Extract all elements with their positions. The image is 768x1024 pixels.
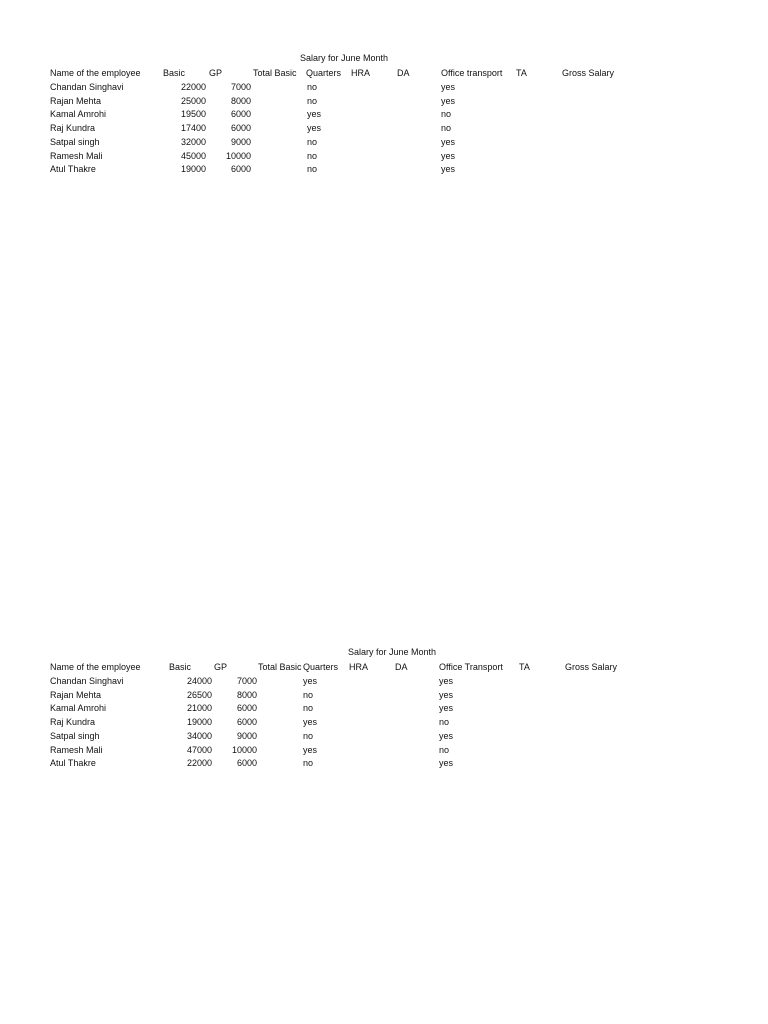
cell-quarters: yes: [303, 744, 318, 755]
cell-gp: 9000: [236, 730, 257, 741]
cell-quarters: no: [303, 758, 314, 769]
cell-employee-name: Satpal singh: [50, 136, 100, 147]
header-name: Name of the employee: [50, 662, 141, 672]
cell-basic: 19000: [180, 164, 206, 175]
cell-basic: 34000: [186, 730, 212, 741]
cell-basic: 22000: [186, 758, 212, 769]
cell-employee-name: Raj Kundra: [50, 717, 96, 728]
table-row: [0, 95, 768, 108]
header-basic: Basic: [163, 68, 186, 78]
cell-gp: 6000: [230, 164, 251, 175]
cell-gp: 8000: [230, 95, 251, 106]
cell-office-transport: yes: [441, 82, 456, 92]
cell-employee-name: Satpal singh: [50, 730, 100, 741]
cell-basic: 45000: [180, 150, 206, 161]
cell-gp: 9000: [230, 136, 251, 147]
cell-quarters: no: [307, 82, 318, 92]
header-basic: Basic: [169, 662, 192, 672]
cell-office-transport: yes: [439, 689, 454, 700]
table-row: [0, 150, 768, 163]
cell-quarters: no: [303, 689, 314, 700]
table-row: [0, 136, 768, 149]
header-row: [0, 661, 768, 674]
cell-employee-name: Chandan Singhavi: [50, 676, 124, 686]
cell-office-transport: no: [441, 109, 452, 120]
cell-office-transport: yes: [441, 95, 456, 106]
cell-quarters: no: [303, 730, 314, 741]
cell-quarters: yes: [303, 717, 318, 728]
table-row: [0, 122, 768, 135]
header-gp: GP: [214, 662, 228, 672]
header-total-basic: Total Basic: [258, 662, 302, 672]
header-ta: TA: [516, 68, 527, 78]
cell-employee-name: Ramesh Mali: [50, 150, 103, 161]
table-row: [0, 163, 768, 176]
header-gross-salary: Gross Salary: [565, 662, 618, 672]
cell-basic: 21000: [186, 703, 212, 714]
cell-employee-name: Raj Kundra: [50, 123, 96, 134]
cell-office-transport: no: [439, 744, 450, 755]
cell-gp: 8000: [236, 689, 257, 700]
cell-quarters: no: [307, 150, 318, 161]
header-total-basic: Total Basic: [253, 68, 297, 78]
cell-office-transport: yes: [441, 164, 456, 175]
header-office-transport: Office transport: [441, 68, 503, 78]
cell-employee-name: Ramesh Mali: [50, 744, 103, 755]
table-row: [0, 730, 768, 743]
cell-basic: 19000: [186, 717, 212, 728]
cell-quarters: no: [303, 703, 314, 714]
cell-employee-name: Rajan Mehta: [50, 95, 102, 106]
cell-office-transport: yes: [439, 730, 454, 741]
cell-office-transport: no: [439, 717, 450, 728]
header-quarters: Quarters: [303, 662, 339, 672]
header-da: DA: [395, 662, 408, 672]
cell-basic: 24000: [186, 676, 212, 686]
header-quarters: Quarters: [306, 68, 342, 78]
cell-employee-name: Kamal Amrohi: [50, 109, 107, 120]
cell-employee-name: Chandan Singhavi: [50, 82, 124, 92]
header-hra: HRA: [351, 68, 371, 78]
table-row: [0, 108, 768, 121]
cell-gp: 10000: [231, 744, 257, 755]
header-gross-salary: Gross Salary: [562, 68, 615, 78]
table-row: [0, 689, 768, 702]
cell-basic: 26500: [186, 689, 212, 700]
cell-gp: 6000: [230, 123, 251, 134]
cell-gp: 10000: [225, 150, 251, 161]
header-name: Name of the employee: [50, 68, 141, 78]
header-office-transport: Office Transport: [439, 662, 503, 672]
cell-office-transport: yes: [439, 758, 454, 769]
cell-office-transport: yes: [439, 703, 454, 714]
cell-quarters: no: [307, 136, 318, 147]
cell-employee-name: Atul Thakre: [50, 164, 96, 175]
table-row: [0, 744, 768, 757]
header-gp: GP: [209, 68, 223, 78]
cell-office-transport: no: [441, 123, 452, 134]
cell-employee-name: Rajan Mehta: [50, 689, 102, 700]
cell-office-transport: yes: [441, 150, 456, 161]
cell-basic: 32000: [180, 136, 206, 147]
header-ta: TA: [519, 662, 530, 672]
cell-gp: 6000: [230, 109, 251, 120]
cell-quarters: yes: [307, 123, 322, 134]
header-da: DA: [397, 68, 410, 78]
cell-quarters: yes: [303, 676, 318, 686]
cell-gp: 7000: [230, 82, 251, 92]
cell-employee-name: Kamal Amrohi: [50, 703, 107, 714]
cell-basic: 17400: [180, 123, 206, 134]
cell-basic: 25000: [180, 95, 206, 106]
cell-gp: 6000: [236, 758, 257, 769]
cell-basic: 22000: [180, 82, 206, 92]
cell-gp: 6000: [236, 703, 257, 714]
cell-quarters: yes: [307, 109, 322, 120]
cell-basic: 47000: [186, 744, 212, 755]
cell-gp: 7000: [236, 676, 257, 686]
cell-office-transport: yes: [441, 136, 456, 147]
cell-gp: 6000: [236, 717, 257, 728]
table-row: [0, 716, 768, 729]
cell-quarters: no: [307, 164, 318, 175]
table-row: [0, 675, 768, 688]
table-row: [0, 81, 768, 94]
cell-office-transport: yes: [439, 676, 454, 686]
header-row: [0, 67, 768, 80]
table-row: [0, 702, 768, 715]
header-hra: HRA: [349, 662, 369, 672]
table-title: Salary for June Month: [348, 647, 437, 657]
table-title: Salary for June Month: [300, 53, 389, 63]
cell-employee-name: Atul Thakre: [50, 758, 96, 769]
table-row: [0, 757, 768, 770]
cell-quarters: no: [307, 95, 318, 106]
cell-basic: 19500: [180, 109, 206, 120]
